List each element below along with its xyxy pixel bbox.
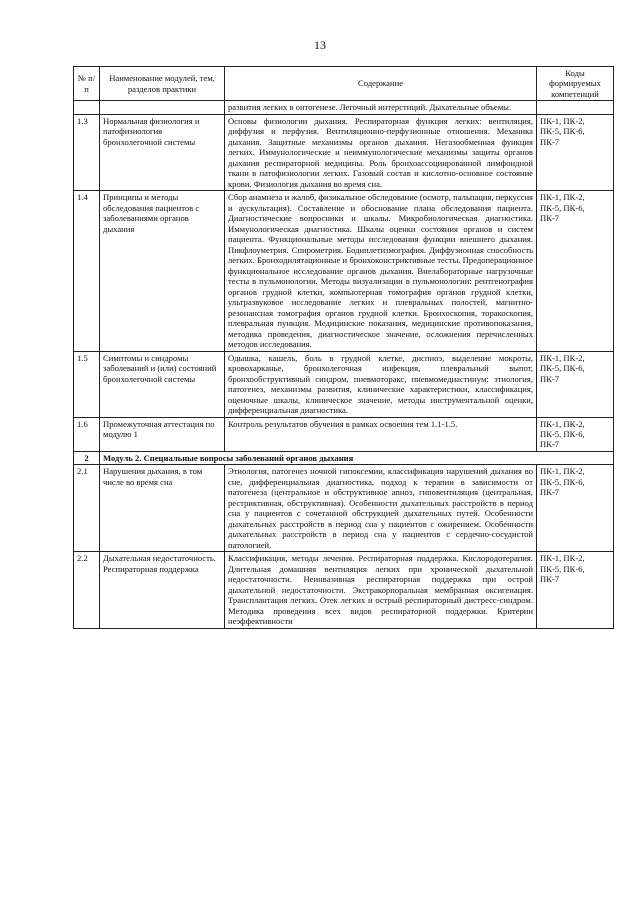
competency-code: ПК-1, ПК-2, [540,466,585,477]
header-content: Содержание [225,67,537,101]
competency-code: ПК-1, ПК-2, [540,418,585,429]
competency-code: ПК-5, ПК-6, [540,476,585,487]
continuation-text: развития легких в онтогенезе. Легочный интерстиций. Дыхательные объемы. [225,101,537,114]
table-header-row [74,67,614,101]
competency-code: ПК-7 [540,439,560,450]
row-number: 1.6 [74,417,100,451]
row-codes [537,114,614,190]
competency-code: ПК-5, ПК-6, [540,126,585,137]
row-codes [537,351,614,417]
row-name: Дыхательная недостаточность. Респираторная поддержка [100,552,225,628]
row-content: Этиология, патогенез ночной гипоксемии, классификация нарушений дыхания во сне, дифференциальная диагностика, подход к терапии в зависимости от патогенеза (центральное и обструктивное апноэ, гиповентиляция (центральная, рестриктивная, обструктивная). Особенности дыхательных расстройств в период сна у пациентов с сочетанной обструкцией дыхательных путей. Особенности дыхательных расстройств в период сна у пациентов с ожирением. Особенности дыхательных расстройств в период сна у пациентов с сердечно-сосудистой патологией. [225,465,537,552]
curriculum-table [73,66,614,629]
row-number: 1.4 [74,191,100,351]
row-name: Симптомы и синдромы заболеваний и (или) состояний бронхолегочной системы [100,351,225,417]
module-number: 2 [74,451,100,464]
competency-code: ПК-1, ПК-2, [540,192,585,203]
table-row [74,552,614,628]
row-name: Нормальная физиология и патофизиология бронхолегочной системы [100,114,225,190]
row-name: Принципы и методы обследования пациентов с заболеваниями органов дыхания [100,191,225,351]
row-content: Контроль результатов обучения в рамках освоения тем 1.1-1.5. [225,417,537,451]
competency-code: ПК-1, ПК-2, [540,553,585,564]
module-title: Модуль 2. Специальные вопросы заболеваний органов дыхания [100,451,614,464]
header-codes: Коды формируемых компетенций [537,67,614,101]
row-codes [537,417,614,451]
competency-code: ПК-7 [540,213,560,224]
row-content: Основы физиологии дыхания. Респираторная функция легких: вентиляция, диффузия и перфузия. Вентиляционно-перфузионные отношения. Механика дыхания. Защитные механизмы органов дыхания. Негазообменная функция легких. Иммунологические и неиммунологические механизмы защиты органов дыхания респираторной медицины. Роль бронхоассоциированной лимфоидной ткани в патофизиологии легких. Газовый состав и кислотно-основное состояние крови. Физиология дыхания во время сна. [225,114,537,190]
row-content: Классификация, методы лечения. Респираторная поддержка. Кислородотерапия. Длительная домашняя вентиляция легких при хронической дыхательной недостаточности. Неинвазивная респираторная поддержка при острой дыхательной недостаточности. Экстракорпоральная мембранная оксигенация. Трансплантация легких. Отек легких и острый респираторный дистресс-синдром. Методика проведения всех видов респираторной поддержки. Критерии неэффективности [225,552,537,628]
page-number: 13 [314,38,326,52]
competency-code: ПК-5, ПК-6, [540,363,585,374]
row-codes [537,552,614,628]
row-number: 2.2 [74,552,100,628]
row-codes [537,191,614,351]
table-row [74,351,614,417]
competency-code: ПК-5, ПК-6, [540,563,585,574]
row-name: Нарушения дыхания, в том числе во время сна [100,465,225,552]
competency-code: ПК-7 [540,487,560,498]
competency-code: ПК-1, ПК-2, [540,352,585,363]
row-number: 1.5 [74,351,100,417]
table-row [74,191,614,351]
competency-code: ПК-7 [540,373,560,384]
table-row [74,101,614,114]
competency-code: ПК-1, ПК-2, [540,115,585,126]
row-codes [537,465,614,552]
competency-code: ПК-5, ПК-6, [540,428,585,439]
competency-code: ПК-7 [540,574,560,585]
row-number: 1.3 [74,114,100,190]
module-header-row [74,451,614,464]
row-number: 2.1 [74,465,100,552]
table-row [74,417,614,451]
header-num: № п/п [74,67,100,101]
competency-code: ПК-7 [540,136,560,147]
table-row [74,465,614,552]
header-name: Наименование модулей, тем, разделов практики [100,67,225,101]
row-content: Сбор анамнеза и жалоб, физикальное обследование (осмотр, пальпация, перкуссия и аускультация). Составление и обоснование плана обследования пациента. Диагностические вопросники и шкалы. Микробиологическая диагностика. Иммунологическая диагностика. Шкалы оценки состояния органов и систем пациента. Функциональные методы исследования функции внешнего дыхания. Пикфлоуметрия. Спирометрия. Бодиплетизмография. Диффузионная способность легких. Бронходилятационные и бронхоконстриктивные тесты. Предоперационное функциональное исследование органов дыхания. Внелабораторные нагрузочные тесты в пульмонологии. Методы визуализации в пульмонологии: рентгенография органов грудной клетки, компьютерная томография органов грудной клетки, ультразвуковое исследование легких и плевральных полостей, магнитно-резонансная томография органов грудной клетки. Бронхоскопия, торакоскопия, плевральная пункция. Медицинские показания, медицинские противопоказания, методика проведения, диагностическое значение, осложнения перечисленных методов исследования. [225,191,537,351]
competency-code: ПК-5, ПК-6, [540,202,585,213]
row-name: Промежуточная аттестация по модулю 1 [100,417,225,451]
table-row [74,114,614,190]
row-content: Одышка, кашель, боль в грудной клетке, диспноэ, выделение мокроты, кровохарканье, бронхолегочная инфекция, плевральный выпот, бронхообструктивный синдром, пневмоторакс, пневмомедиастинум: этиология, патогенез, механизмы развития, клинические характеристики, классификация, оценочные шкалы, клиническое значение, методы инструментальной оценки, дифференциальная диагностика. [225,351,537,417]
